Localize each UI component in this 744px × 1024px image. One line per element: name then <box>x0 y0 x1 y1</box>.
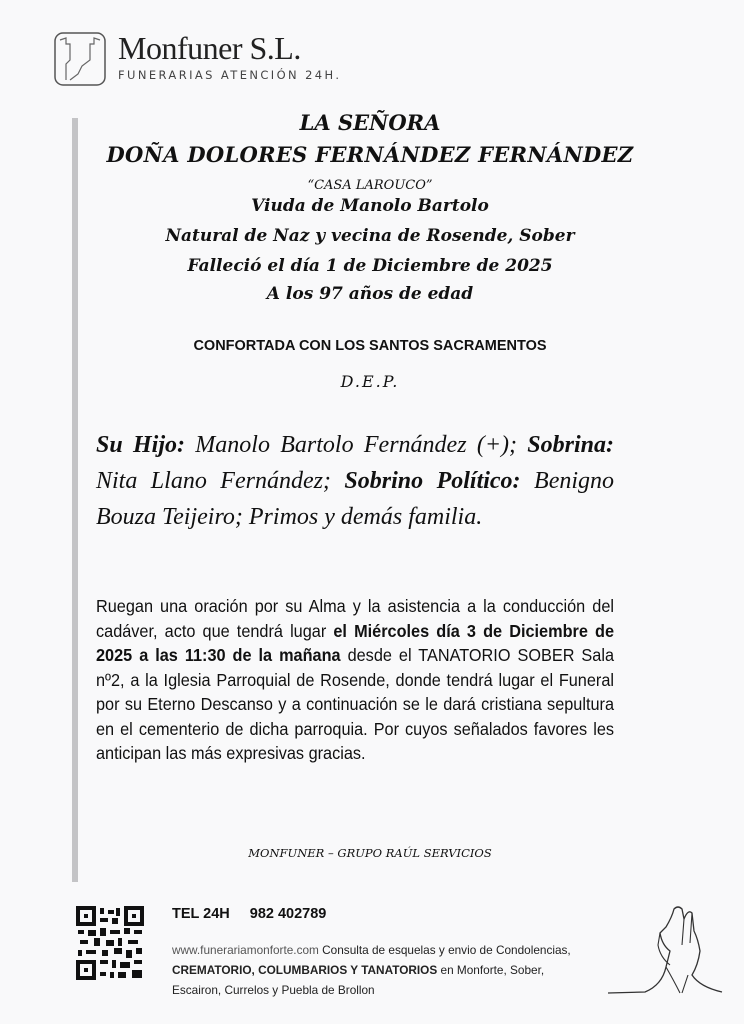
company-logo <box>52 30 341 88</box>
website-link[interactable]: www.funerariamonforte.com <box>172 943 319 957</box>
origin: Natural de Naz y vecina de Rosende, Sober <box>165 226 575 246</box>
info-text-1: Consulta de esquelas y envio de Condolencias, <box>318 943 571 957</box>
info-text-2: en Monforte, Sober, Escairon, Currelos y Puebla de Brollon <box>172 963 545 997</box>
death-date: Falleció el día 1 de Diciembre de 2025 <box>187 256 553 276</box>
house-name: “CASA LAROUCO” <box>307 178 433 193</box>
tower-logo-icon <box>52 30 108 88</box>
decorative-side-bar <box>72 118 78 882</box>
telephone <box>172 906 346 922</box>
footer-info <box>172 940 592 1000</box>
title: LA SEÑORA <box>299 110 441 135</box>
nephew-label: Sobrino Político: <box>344 468 521 494</box>
details-part-2: desde el TANATORIO SOBER Sala nº2, a la Iglesia Parroquial de Rosende, donde tendrá lugar el Funeral por su Eterno Descanso y a continuación se le dará cristiana sepultura en el cementerio de dicha parroquia. Por cuyos señalados favores les anticipan las más expresivas gracias. <box>96 645 615 763</box>
dep-line: D.E.P. <box>340 372 400 391</box>
tel-number[interactable]: 982 402789 <box>249 906 327 922</box>
niece-name: Nita Llano Fernández; <box>96 468 345 494</box>
signature: MONFUNER – GRUPO RAÚL SERVICIOS <box>248 846 492 860</box>
age: A los 97 años de edad <box>266 284 474 304</box>
deceased-name: DOÑA DOLORES FERNÁNDEZ FERNÁNDEZ <box>106 142 634 167</box>
widow-of: Viuda de Manolo Bartolo <box>251 196 489 216</box>
funeral-details <box>96 594 614 766</box>
details-part-1: Ruegan una oración por su Alma y la asistencia a la conducción del cadáver, acto que tendrá lugar <box>96 596 615 641</box>
tel-label: TEL 24H <box>172 906 230 922</box>
family-list <box>96 427 614 535</box>
niece-label: Sobrina: <box>527 432 614 458</box>
nephew-name: Benigno Bouza Teijeiro; Primos y demás familia. <box>96 468 615 530</box>
company-subtitle: FUNERARIAS ATENCIÓN 24H. <box>118 68 342 82</box>
company-name: Monfuner S.L. <box>118 30 301 66</box>
info-services: CREMATORIO, COLUMBARIOS Y TANATORIOS <box>172 963 438 977</box>
qr-code-icon[interactable] <box>76 906 144 980</box>
son-name: Manolo Bartolo Fernández (+); <box>185 432 517 458</box>
sacraments-line: CONFORTADA CON LOS SANTOS SACRAMENTOS <box>193 338 547 354</box>
son-label: Su Hijo: <box>96 432 185 458</box>
praying-hands-icon <box>600 905 730 1000</box>
details-date-time: el Miércoles día 3 de Diciembre de 2025 a las 11:30 de la mañana <box>96 620 615 665</box>
